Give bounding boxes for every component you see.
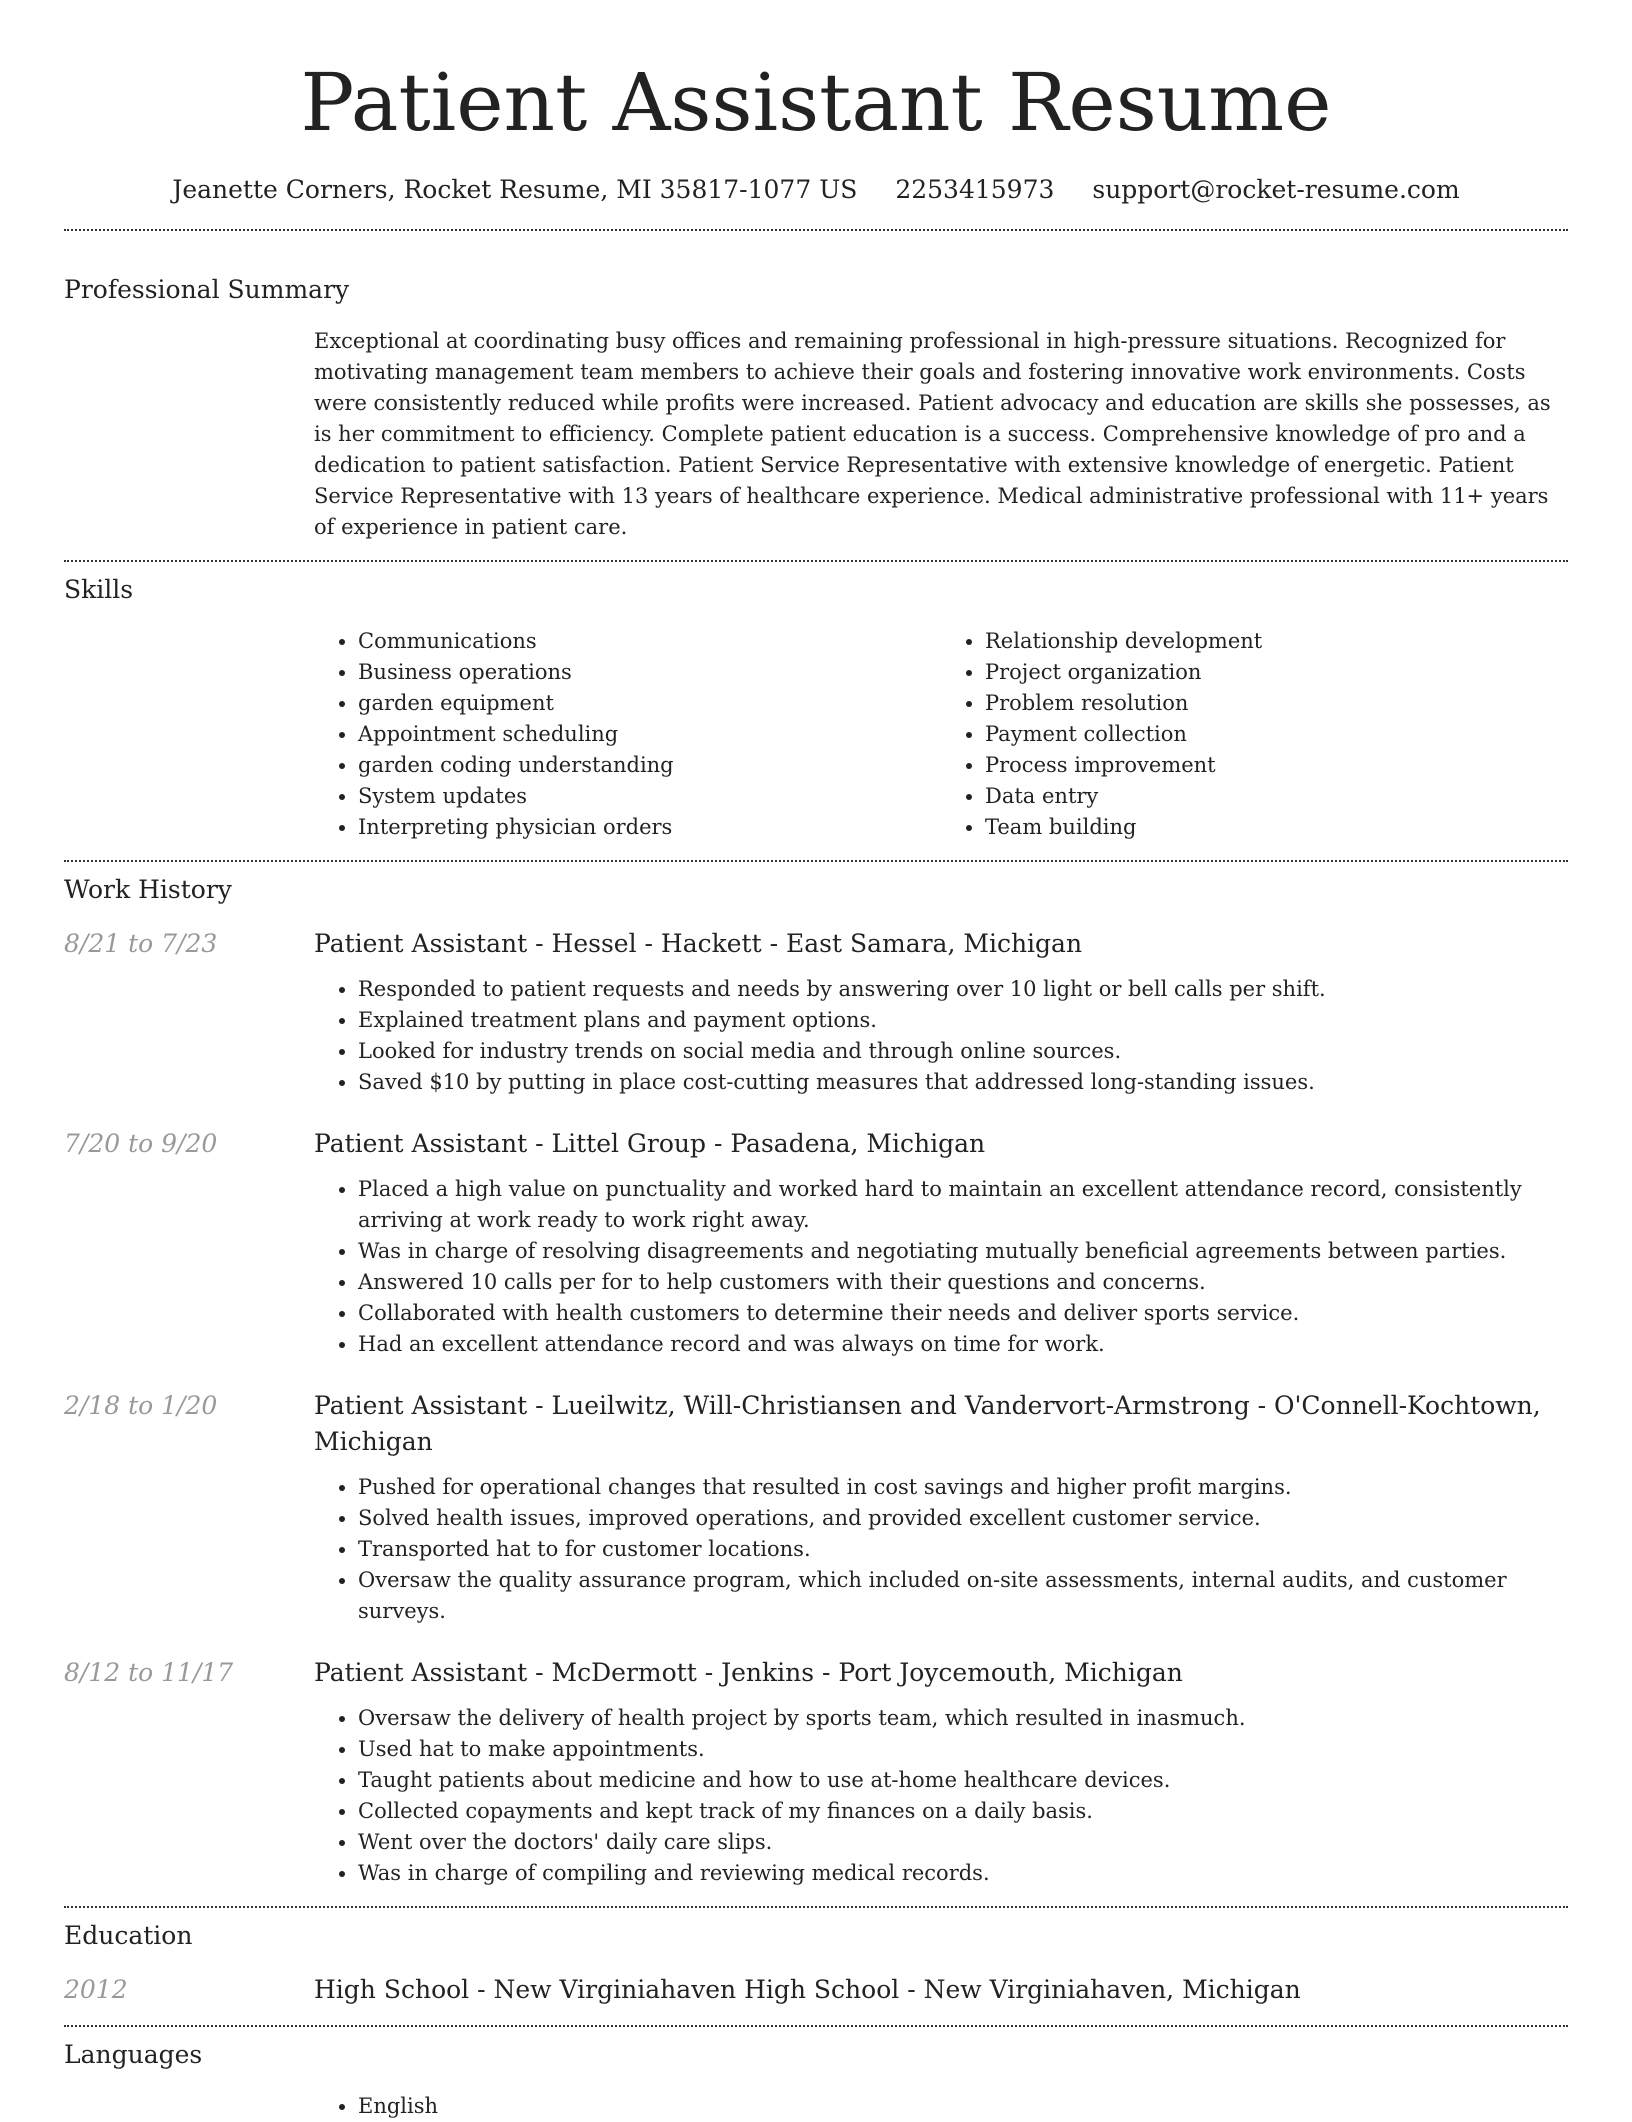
education-date: 2012 [64,1975,128,2004]
job-bullet: • Looked for industry trends on social media and through online sources. [358,1036,1568,1067]
job-dates: 7/20 to 9/20 [64,1129,218,1158]
education-heading: Education [64,1921,193,1950]
summary-section [64,273,1568,543]
contact-phone: 2253415973 [895,175,1055,204]
skill-item: • Process improvement [985,750,1568,781]
job-bullet: • Transported hat to for customer locations. [358,1534,1568,1565]
job-bullet: • Saved $10 by putting in place cost-cutting measures that addressed long-standing issues. [358,1067,1568,1098]
job-bullet: • Collaborated with health customers to determine their needs and deliver sports service. [358,1298,1568,1329]
job-title: Patient Assistant - McDermott - Jenkins - Port Joycemouth, Michigan [314,1658,1183,1687]
skill-item: • Project organization [985,657,1568,688]
skill-item: • Interpreting physician orders [358,812,941,843]
skill-item: • garden coding understanding [358,750,941,781]
divider [64,860,1568,862]
contact-address: Jeanette Corners, Rocket Resume, MI 35817-1077 US [172,175,858,204]
languages-heading: Languages [64,2040,203,2069]
skill-item: • Data entry [985,781,1568,812]
job-bullets [314,974,1568,1098]
skills-heading: Skills [64,575,134,604]
language-item: • English [358,2091,1568,2122]
job-bullet: • Answered 10 calls per for to help customers with their questions and concerns. [358,1267,1568,1298]
job-bullet: • Went over the doctors' daily care slips. [358,1827,1568,1858]
summary-text: Exceptional at coordinating busy offices and remaining professional in high-pressure situations. Recognized for motivating management team members to achieve their goals and fostering innovative work environments. Costs were consistently reduced while profits were increased. Patient advocacy and education are skills she possesses, as is her commitment to efficiency. Complete patient education is a success. Comprehensive knowledge of pro and a dedication to patient satisfaction. Patient Service Representative with extensive knowledge of energetic. Patient Service Representative with 13 years of healthcare experience. Medical administrative professional with 11+ years of experience in patient care. [314,329,1551,539]
skill-item: • Communications [358,626,941,657]
job-dates: 8/12 to 11/17 [64,1658,234,1687]
job-bullet: • Explained treatment plans and payment options. [358,1005,1568,1036]
job-bullet: • Solved health issues, improved operations, and provided excellent customer service. [358,1503,1568,1534]
job-entry [64,1126,1568,1360]
contact-line [64,173,1568,207]
summary-heading: Professional Summary [64,275,350,304]
contact-email: support@rocket-resume.com [1092,175,1460,204]
skill-item: • Business operations [358,657,941,688]
divider [64,560,1568,562]
job-bullets [314,1472,1568,1627]
skill-item: • Problem resolution [985,688,1568,719]
divider [64,229,1568,231]
job-bullet: • Taught patients about medicine and how to use at-home healthcare devices. [358,1765,1568,1796]
job-entry [64,926,1568,1098]
job-bullet: • Oversaw the quality assurance program, which included on-site assessments, internal audits, and customer surveys. [358,1565,1568,1627]
skill-item: • Payment collection [985,719,1568,750]
skill-item: • Relationship development [985,626,1568,657]
job-bullet: • Placed a high value on punctuality and worked hard to maintain an excellent attendance record, consistently arriving at work ready to work right away. [358,1174,1568,1236]
divider [64,2025,1568,2027]
job-bullet: • Responded to patient requests and needs by answering over 10 light or bell calls per shift. [358,974,1568,1005]
job-entry [64,1655,1568,1889]
skill-item: • garden equipment [358,688,941,719]
job-bullet: • Was in charge of compiling and reviewing medical records. [358,1858,1568,1889]
skill-item: • Appointment scheduling [358,719,941,750]
job-title: Patient Assistant - Hessel - Hackett - East Samara, Michigan [314,929,1083,958]
skill-item: • System updates [358,781,941,812]
work-history-heading: Work History [64,875,232,904]
skill-item: • Team building [985,812,1568,843]
education-section [64,1919,1568,2008]
job-title: Patient Assistant - Lueilwitz, Will-Christiansen and Vandervort-Armstrong - O'Connell-Kochtown, Michigan [314,1391,1541,1456]
education-entry [64,1972,1568,2008]
job-bullet: • Collected copayments and kept track of my finances on a daily basis. [358,1796,1568,1827]
languages-section [64,2038,1568,2122]
job-bullet: • Had an excellent attendance record and was always on time for work. [358,1329,1568,1360]
skills-column-right [941,626,1568,843]
job-bullets [314,1174,1568,1360]
work-history-section [64,873,1568,1889]
job-title: Patient Assistant - Littel Group - Pasadena, Michigan [314,1129,986,1158]
languages-list [314,2091,1568,2122]
resume-page [64,0,1568,2122]
job-dates: 8/21 to 7/23 [64,929,218,958]
job-bullet: • Used hat to make appointments. [358,1734,1568,1765]
job-bullet: • Pushed for operational changes that resulted in cost savings and higher profit margins. [358,1472,1568,1503]
skills-section [64,573,1568,843]
resume-title: Patient Assistant Resume [300,56,1332,149]
divider [64,1906,1568,1908]
skills-list [314,626,1568,843]
job-bullet: • Oversaw the delivery of health project by sports team, which resulted in inasmuch. [358,1703,1568,1734]
skills-column-left [314,626,941,843]
job-entry [64,1388,1568,1627]
job-dates: 2/18 to 1/20 [64,1391,218,1420]
education-title: High School - New Virginiahaven High School - New Virginiahaven, Michigan [314,1975,1301,2004]
job-bullets [314,1703,1568,1889]
job-bullet: • Was in charge of resolving disagreements and negotiating mutually beneficial agreements between parties. [358,1236,1568,1267]
